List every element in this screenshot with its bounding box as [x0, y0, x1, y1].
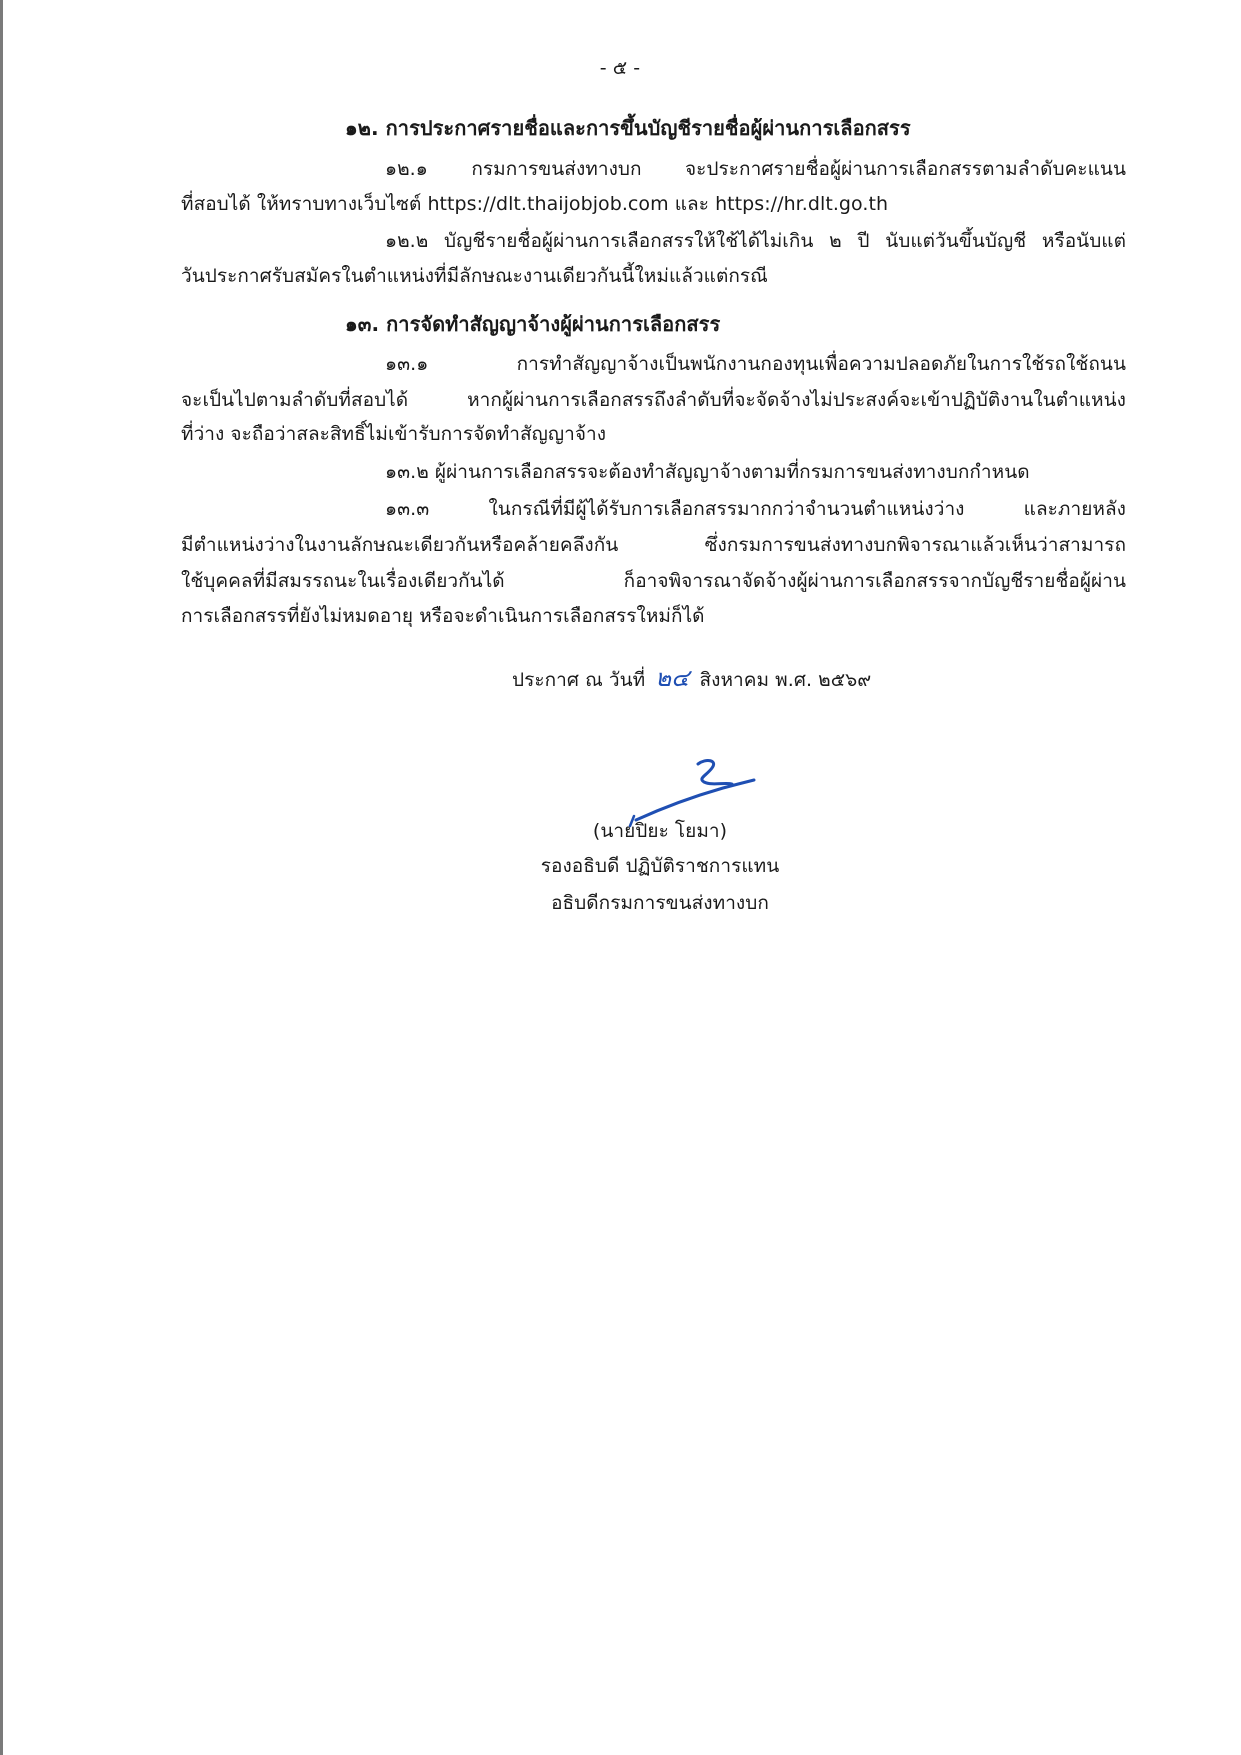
section-13-3-line-1: ๑๓.๓ ในกรณีที่มีผู้ได้รับการเลือกสรรมากกว่าจำนวนตำแหน่งว่าง และภายหลัง — [385, 498, 1126, 520]
page-number: - ๕ - — [599, 57, 641, 79]
section-13-1-line-3: ที่ว่าง จะถือว่าสละสิทธิ์ไม่เข้ารับการจัดทำสัญญาจ้าง — [181, 423, 607, 445]
section-12-1-line-1: ๑๒.๑ กรมการขนส่งทางบก จะประกาศรายชื่อผู้ผ่านการเลือกสรรตามลำดับคะแนน — [385, 158, 1126, 180]
section-12-2-line-1: ๑๒.๒ บัญชีรายชื่อผู้ผ่านการเลือกสรรให้ใช้ได้ไม่เกิน ๒ ปี นับแต่วันขึ้นบัญชี หรือนับแต่ — [385, 230, 1126, 252]
section-13-3-line-3: ใช้บุคคลที่มีสมรรถนะในเรื่องเดียวกันได้ ก็อาจพิจารณาจัดจ้างผู้ผ่านการเลือกสรรจากบัญชีรายชื่อผู้ผ่าน — [181, 570, 1126, 592]
announcement-date — [512, 664, 871, 694]
section-13-3-line-2: มีตำแหน่งว่างในงานลักษณะเดียวกันหรือคล้ายคลึงกัน ซึ่งกรมการขนส่งทางบกพิจารณาแล้วเห็นว่าสามารถ — [181, 534, 1126, 556]
section-12-1-line-2: ที่สอบได้ ให้ทราบทางเว็บไซต์ https://dlt.thaijobjob.com และ https://hr.dlt.go.th — [181, 193, 889, 215]
section-13-heading: ๑๓. การจัดทำสัญญาจ้างผู้ผ่านการเลือกสรร — [345, 312, 721, 336]
announcement-month-year: สิงหาคม พ.ศ. ๒๕๖๙ — [699, 669, 872, 691]
section-12-2-line-2: วันประกาศรับสมัครในตำแหน่งที่มีลักษณะงานเดียวกันนี้ใหม่แล้วแต่กรณี — [181, 265, 768, 287]
signatory-position-1: รองอธิบดี ปฏิบัติราชการแทน — [540, 855, 780, 877]
signatory-name: (นายปิยะ โยมา) — [592, 820, 728, 842]
section-13-1-line-2: จะเป็นไปตามลำดับที่สอบได้ หากผู้ผ่านการเลือกสรรถึงลำดับที่จะจัดจ้างไม่ประสงค์จะเข้าปฏิบัติงานในตำแหน่ง — [181, 389, 1126, 411]
scan-edge-shadow — [0, 0, 3, 1755]
signature-image — [628, 748, 758, 828]
section-13-3-line-4: การเลือกสรรที่ยังไม่หมดอายุ หรือจะดำเนินการเลือกสรรใหม่ก็ได้ — [181, 605, 705, 627]
announcement-prefix: ประกาศ ณ วันที่ — [512, 669, 646, 691]
announcement-day-handwritten: ๒๔ — [655, 664, 690, 692]
section-13-1-line-1: ๑๓.๑ การทำสัญญาจ้างเป็นพนักงานกองทุนเพื่อความปลอดภัยในการใช้รถใช้ถนน — [385, 353, 1126, 375]
section-12-heading: ๑๒. การประกาศรายชื่อและการขึ้นบัญชีรายชื่อผู้ผ่านการเลือกสรร — [345, 116, 911, 140]
signatory-position-2: อธิบดีกรมการขนส่งทางบก — [551, 892, 769, 914]
section-13-2-line-1: ๑๓.๒ ผู้ผ่านการเลือกสรรจะต้องทำสัญญาจ้างตามที่กรมการขนส่งทางบกกำหนด — [385, 461, 1030, 483]
